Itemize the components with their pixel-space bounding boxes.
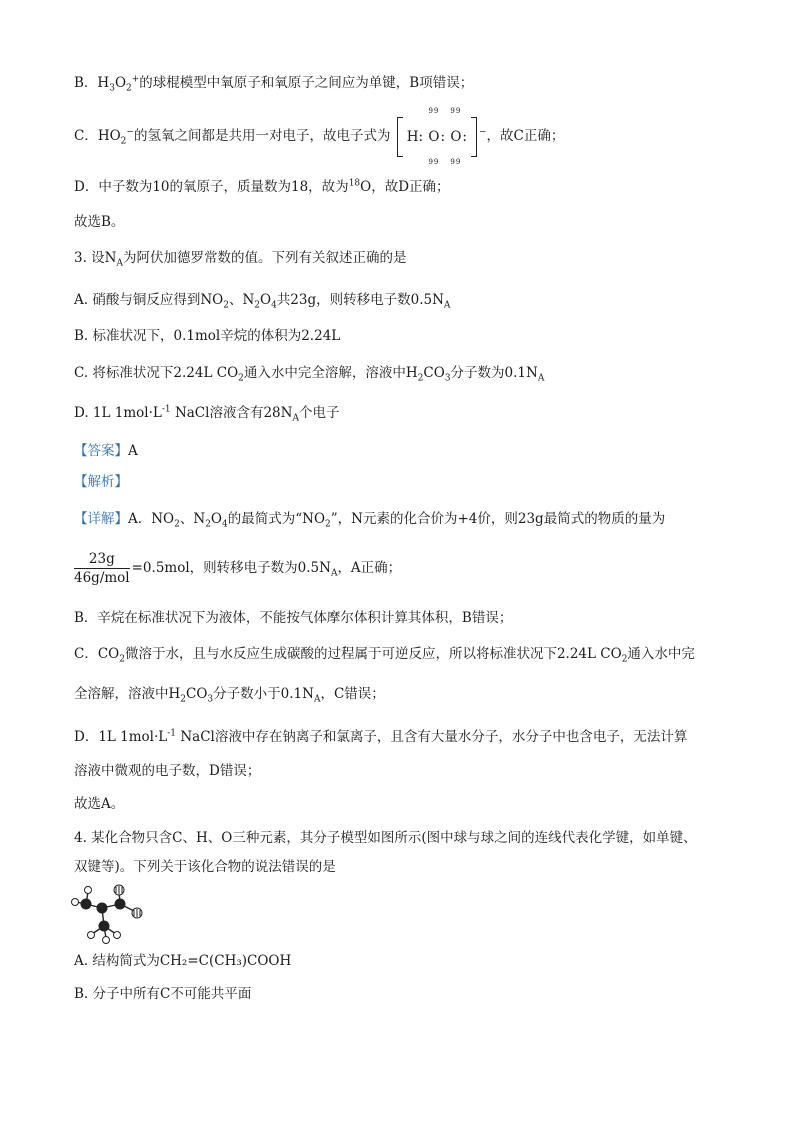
explanation-d-line-1: D．1L $1mol\cdot L^{-1}$ NaCl溶液中存在钠离子和氯离子，且含有大量水分子，水分子中也含电子，无法计算 (74, 728, 688, 745)
molecule-model-figure (70, 882, 150, 946)
question-3-option-a: A. 硝酸与铜反应得到$NO_2$、$N_2O_4$共23g，则转移电子数$0.5N_A$ (74, 292, 451, 311)
question-3-stem: 3. 设$N_A$为阿伏加德罗常数的值。下列有关叙述正确的是 (74, 250, 407, 269)
question-4-option-b: B. 分子中所有C不可能共平面 (74, 986, 252, 1002)
detail-tag: 【详解】 (74, 511, 128, 527)
carbon-atom (97, 903, 108, 914)
hydrogen-atom (88, 932, 95, 939)
question-4-option-a: A. 结构简式为CH₂=C(CH₃)COOH (74, 953, 292, 969)
hydrogen-atom (103, 937, 110, 944)
choose-a: 故选A。 (74, 796, 125, 812)
carbon-atom (99, 921, 110, 932)
question-3-option-b: B. 标准状况下，0.1mol辛烷的体积为2.24L (74, 328, 341, 344)
option-d-explanation: D．中子数为10的氧原子，质量数为18，故为$^{18}$O，故D正确； (74, 178, 450, 195)
explanation-d-line-2: 溶液中微观的电子数，D错误； (74, 763, 261, 779)
electron-formula: H: 99 O 99 : 99 O 99 : (397, 117, 477, 157)
fraction: $\frac{23g}{\text{46g/mol}}$ (74, 551, 130, 586)
detail-fraction-line: $\frac{23g}{\text{46g/mol}}$ =0.5mol，则转移电子数为$0.5N_A$，A正确； (74, 551, 402, 586)
hydrogen-atom (72, 899, 79, 906)
question-4-stem-line-1: 4. 某化合物只含C、H、O三种元素，其分子模型如图所示(图中球与球之间的连线代表化学键，如单键、 (74, 830, 697, 846)
option-b-explanation: B．$H_3O_2^+$的球棍模型中氧原子和氧原子之间应为单键，B项错误； (74, 74, 474, 94)
explanation-c-line-2: 全溶解，溶液中$H_2CO_3$分子数小于$0.1N_A$，C错误； (74, 686, 385, 705)
answer-tag: 【答案】 (74, 443, 128, 459)
carbon-atom (115, 899, 126, 910)
hydrogen-atom (85, 887, 92, 894)
analysis-tag: 【解析】 (74, 474, 128, 490)
question-4-stem-line-2: 双键等)。下列关于该化合物的说法错误的是 (74, 859, 336, 875)
option-c-explanation: C．$HO_2^-$的氢氧之间都是共用一对电子，故电子式为 H: 99 O 99 : 99 O 99 : −，故C正确； (74, 106, 565, 166)
detail-line-1: 【详解】A．$NO_2$、$N_2O_4$的最简式为“$NO_2$”，N元素的化合价为+4价，则23g最简式的物质的量为 (74, 511, 666, 530)
explanation-c-line-1: C．$CO_2$微溶于水，且与水反应生成碳酸的过程属于可逆反应，所以将标准状况下2.24L $CO_2$通入水中完 (74, 646, 695, 665)
question-3-option-c: C. 将标准状况下2.24L $CO_2$通入水中完全溶解，溶液中$H_2CO_3$分子数为$0.1N_A$ (74, 365, 545, 384)
carbon-atom (81, 899, 92, 910)
answer-line: 【答案】A (74, 443, 138, 459)
hydrogen-atom (114, 932, 121, 939)
explanation-b: B．辛烷在标准状况下为液体，不能按气体摩尔体积计算其体积，B错误； (74, 610, 513, 626)
choose-b: 故选B。 (74, 214, 125, 230)
question-3-option-d: D. 1L $1mol\cdot L^{-1}$ NaCl溶液含有$28N_A$个电子 (74, 404, 340, 424)
